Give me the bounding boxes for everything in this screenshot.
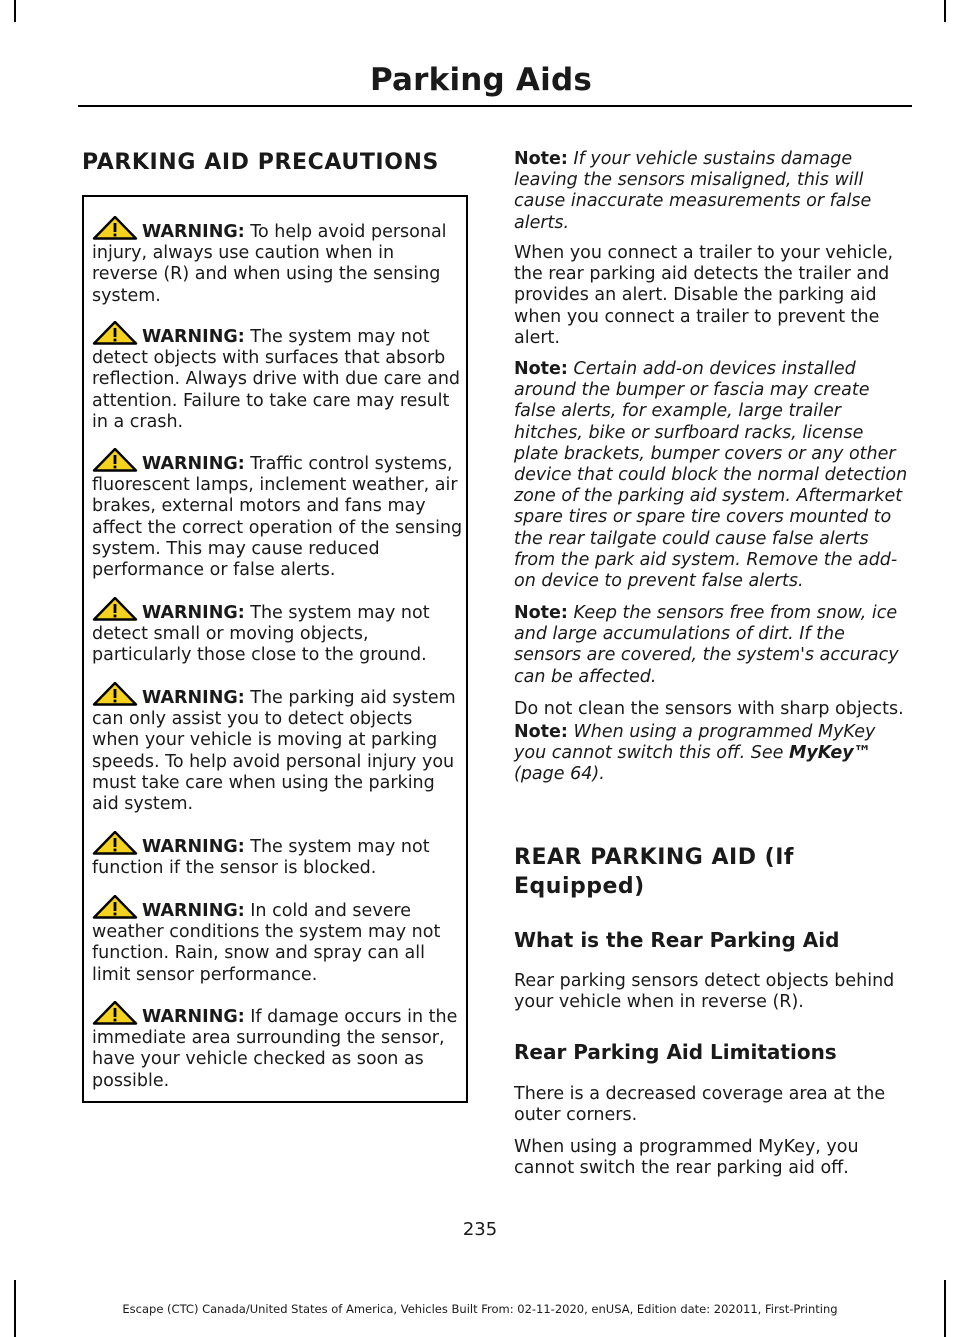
warning-triangle-icon bbox=[92, 216, 138, 240]
warning-7: WARNING: In cold and severe weather conditions the system may not function. Rain, snow and spray can all limit sensor performance. bbox=[92, 895, 464, 986]
mykey-page-link[interactable]: MyKey™ bbox=[788, 743, 872, 764]
warning-triangle-icon bbox=[92, 831, 138, 855]
page-header-title: Parking Aids bbox=[369, 62, 592, 98]
warning-triangle-icon bbox=[92, 597, 138, 621]
note-mykey: Note: When using a programmed MyKey you cannot switch this off. See MyKey™ (page 64). bbox=[514, 722, 876, 785]
note-sensor-damage: Note: If your vehicle sustains damage leaving the sensors misaligned, this will cause inaccurate measurements or false alerts. bbox=[514, 149, 872, 233]
header-rule bbox=[78, 105, 912, 107]
footer-edition-info: Escape (CTC) Canada/United States of America, Vehicles Built From: 02-11-2020, enUSA, Edition date: 202011, First-Printing bbox=[122, 1302, 838, 1316]
paragraph-trailer: When you connect a trailer to your vehicle, the rear parking aid detects the trailer and provides an alert. Disable the parking aid when you connect a trailer to prevent the alert. bbox=[514, 243, 894, 348]
paragraph-mykey-rear: When using a programmed MyKey, you cannot switch the rear parking aid off. bbox=[514, 1137, 859, 1179]
subheading-what-is: What is the Rear Parking Aid bbox=[514, 928, 840, 952]
warning-1: WARNING: To help avoid personal injury, always use caution when in reverse (R) and when using the sensing system. bbox=[92, 216, 464, 307]
note-add-on-devices: Note: Certain add-on devices installed around the bumper or fascia may create false alerts, for example, large trailer hitches, bike or surfboard racks, license plate brackets, bumper covers or any other device that could block the normal detection zone of the parking aid system. Aftermarket spare tires or spare tire covers mounted to the rear tailgate could cause false alerts from the park aid system. Remove the add-on device to prevent false alerts. bbox=[514, 359, 908, 592]
page-number: 235 bbox=[462, 1219, 498, 1240]
warning-triangle-icon bbox=[92, 448, 138, 472]
warning-6: WARNING: The system may not function if the sensor is blocked. bbox=[92, 831, 464, 879]
warning-triangle-icon bbox=[92, 682, 138, 706]
warning-2: WARNING: The system may not detect objects with surfaces that absorb reflection. Always drive with due care and attention. Failure to take care may result in a crash. bbox=[92, 321, 464, 433]
section-title: PARKING AID PRECAUTIONS bbox=[82, 150, 439, 175]
note-keep-sensors-clean: Note: Keep the sensors free from snow, ice and large accumulations of dirt. If the sensors are covered, the system's accuracy can be affected. bbox=[514, 603, 899, 687]
subheading-limitations: Rear Parking Aid Limitations bbox=[514, 1040, 837, 1064]
warning-triangle-icon bbox=[92, 1001, 138, 1025]
warning-8: WARNING: If damage occurs in the immediate area surrounding the sensor, have your vehicle checked as soon as possible. bbox=[92, 1001, 464, 1092]
paragraph-what-is: Rear parking sensors detect objects behind your vehicle when in reverse (R). bbox=[514, 971, 895, 1013]
warning-triangle-icon bbox=[92, 895, 138, 919]
warning-3: WARNING: Traffic control systems, fluorescent lamps, inclement weather, air brakes, external motors and fans may affect the correct operation of the sensing system. This may cause reduced performance or false alerts. bbox=[92, 448, 464, 581]
paragraph-sharp-objects: Do not clean the sensors with sharp objects. bbox=[514, 699, 904, 719]
warning-4: WARNING: The system may not detect small or moving objects, particularly those close to the ground. bbox=[92, 597, 464, 667]
warning-5: WARNING: The parking aid system can only assist you to detect objects when your vehicle is moving at parking speeds. To help avoid personal injury you must take care when using the parking aid system. bbox=[92, 682, 464, 815]
paragraph-coverage: There is a decreased coverage area at the outer corners. bbox=[514, 1084, 886, 1126]
crop-mark-top-right bbox=[944, 0, 946, 22]
heading-rear-parking-aid: REAR PARKING AID (If Equipped) bbox=[514, 845, 794, 899]
crop-mark-top-left bbox=[14, 0, 16, 22]
warning-triangle-icon bbox=[92, 321, 138, 345]
